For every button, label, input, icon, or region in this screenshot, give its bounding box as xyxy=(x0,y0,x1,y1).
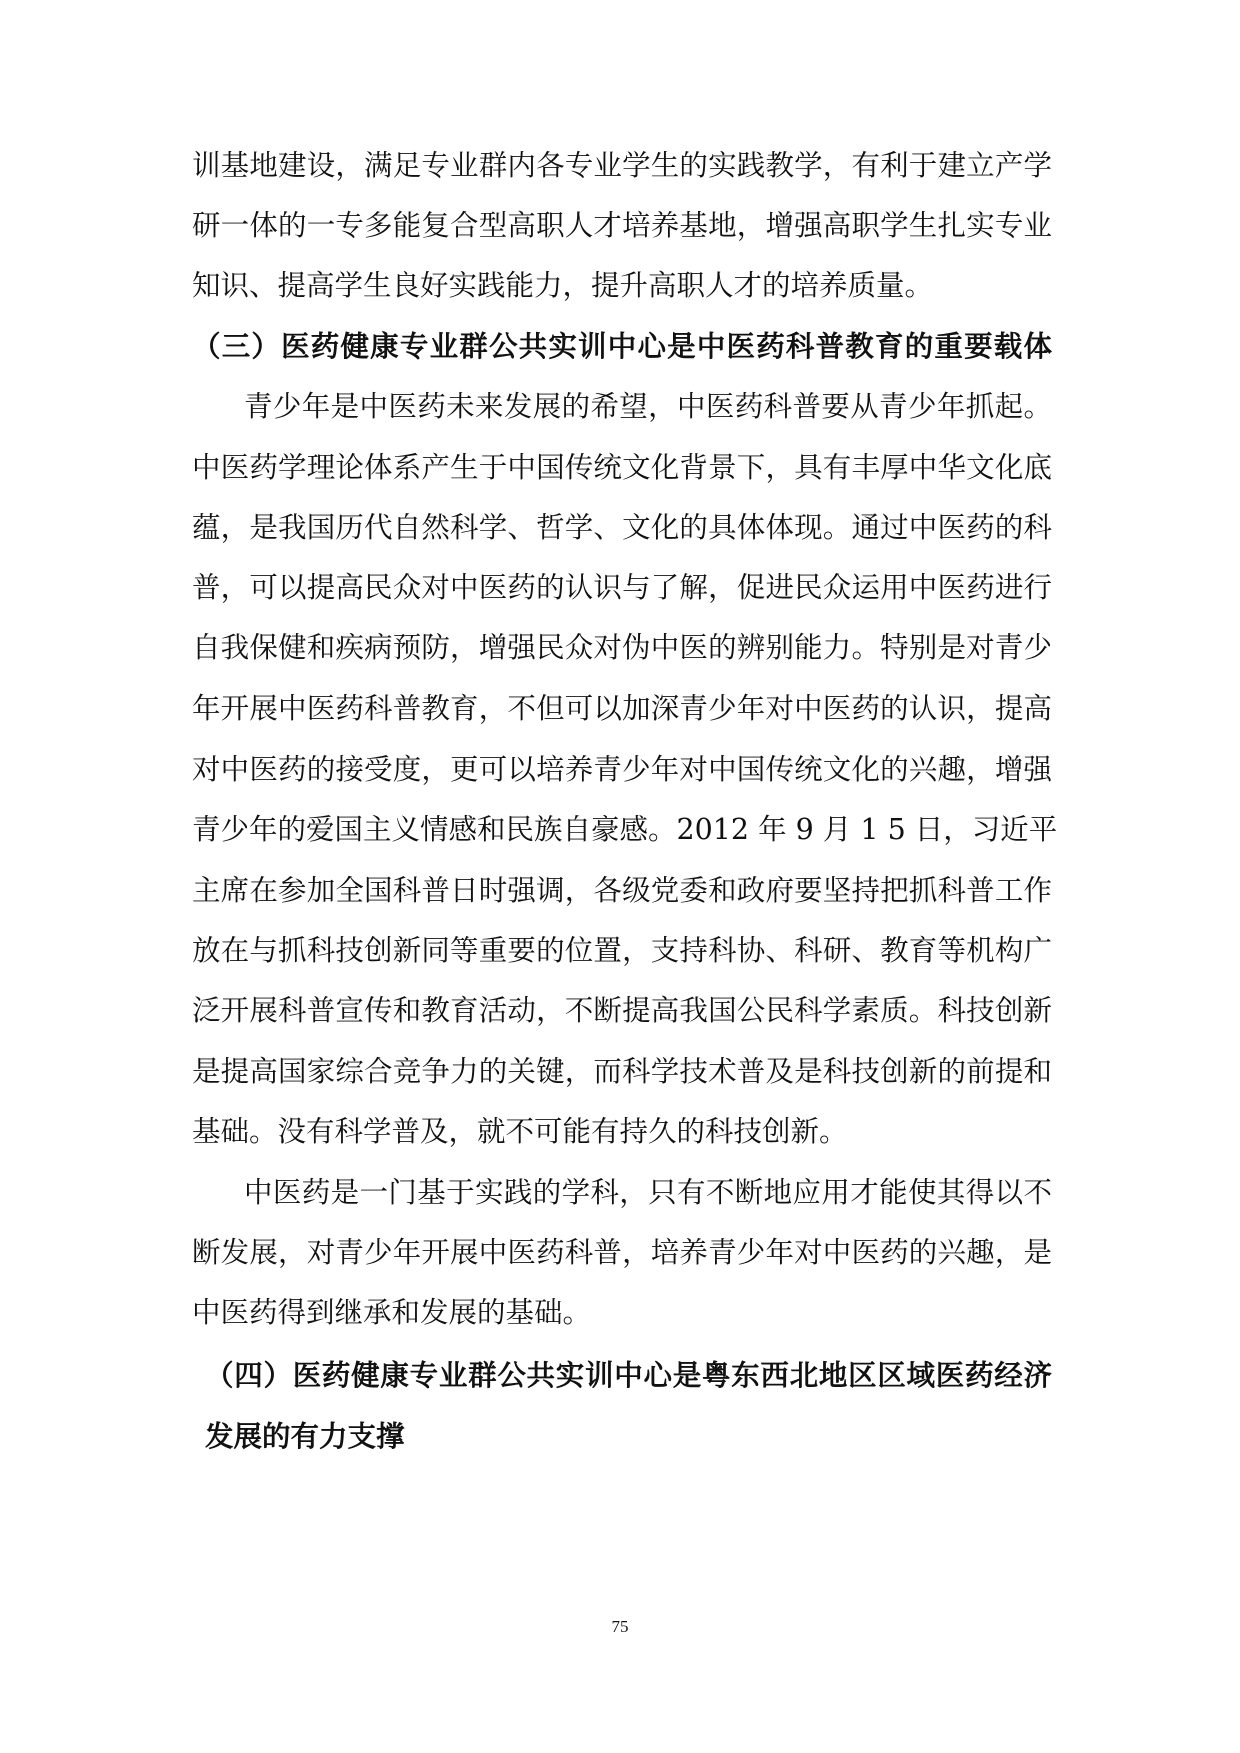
body-line: 自我保健和疾病预防，增强民众对伪中医的辨别能力。特别是对青少 xyxy=(192,631,1052,664)
body-line: 是提高国家综合竞争力的关键，而科学技术普及是科技创新的前提和 xyxy=(192,1055,1052,1088)
body-line: 训基地建设，满足专业群内各专业学生的实践教学，有利于建立产学 xyxy=(192,149,1052,182)
body-line: 泛开展科普宣传和教育活动，不断提高我国公民科学素质。科技创新 xyxy=(192,994,1052,1027)
body-line: 蕴，是我国历代自然科学、哲学、文化的具体体现。通过中医药的科 xyxy=(192,511,1052,544)
body-line: 主席在参加全国科普日时强调，各级党委和政府要坚持把抓科普工作 xyxy=(192,874,1052,907)
body-line: 中医药学理论体系产生于中国传统文化背景下，具有丰厚中华文化底 xyxy=(192,451,1052,484)
section-heading-3: （三）医药健康专业群公共实训中心是中医药科普教育的重要载体 xyxy=(192,329,1052,363)
body-line: 知识、提高学生良好实践能力，提升高职人才的培养质量。 xyxy=(192,269,934,302)
page-number: 75 xyxy=(611,1617,629,1636)
section-heading-4-continued: 发展的有力支撑 xyxy=(205,1419,405,1453)
body-line: 普，可以提高民众对中医药的认识与了解，促进民众运用中医药进行 xyxy=(192,571,1052,604)
body-line: 中医药得到继承和发展的基础。 xyxy=(192,1296,592,1329)
body-line: 青少年的爱国主义情感和民族自豪感。2012 年 9 月 1 5 日，习近平 xyxy=(192,813,1058,846)
body-line: 基础。没有科学普及，就不可能有持久的科技创新。 xyxy=(192,1115,848,1148)
body-line: 中医药是一门基于实践的学科，只有不断地应用才能使其得以不 xyxy=(244,1176,1052,1209)
section-heading-4: （四）医药健康专业群公共实训中心是粤东西北地区区域医药经济 xyxy=(205,1358,1052,1392)
body-line: 青少年是中医药未来发展的希望，中医药科普要从青少年抓起。 xyxy=(244,390,1052,423)
body-line: 放在与抓科技创新同等重要的位置，支持科协、科研、教育等机构广 xyxy=(192,934,1052,967)
body-line: 年开展中医药科普教育，不但可以加深青少年对中医药的认识，提高 xyxy=(192,692,1052,725)
body-line: 对中医药的接受度，更可以培养青少年对中国传统文化的兴趣，增强 xyxy=(192,753,1052,786)
body-line: 断发展，对青少年开展中医药科普，培养青少年对中医药的兴趣，是 xyxy=(192,1236,1052,1269)
body-line: 研一体的一专多能复合型高职人才培养基地，增强高职学生扎实专业 xyxy=(192,209,1052,242)
